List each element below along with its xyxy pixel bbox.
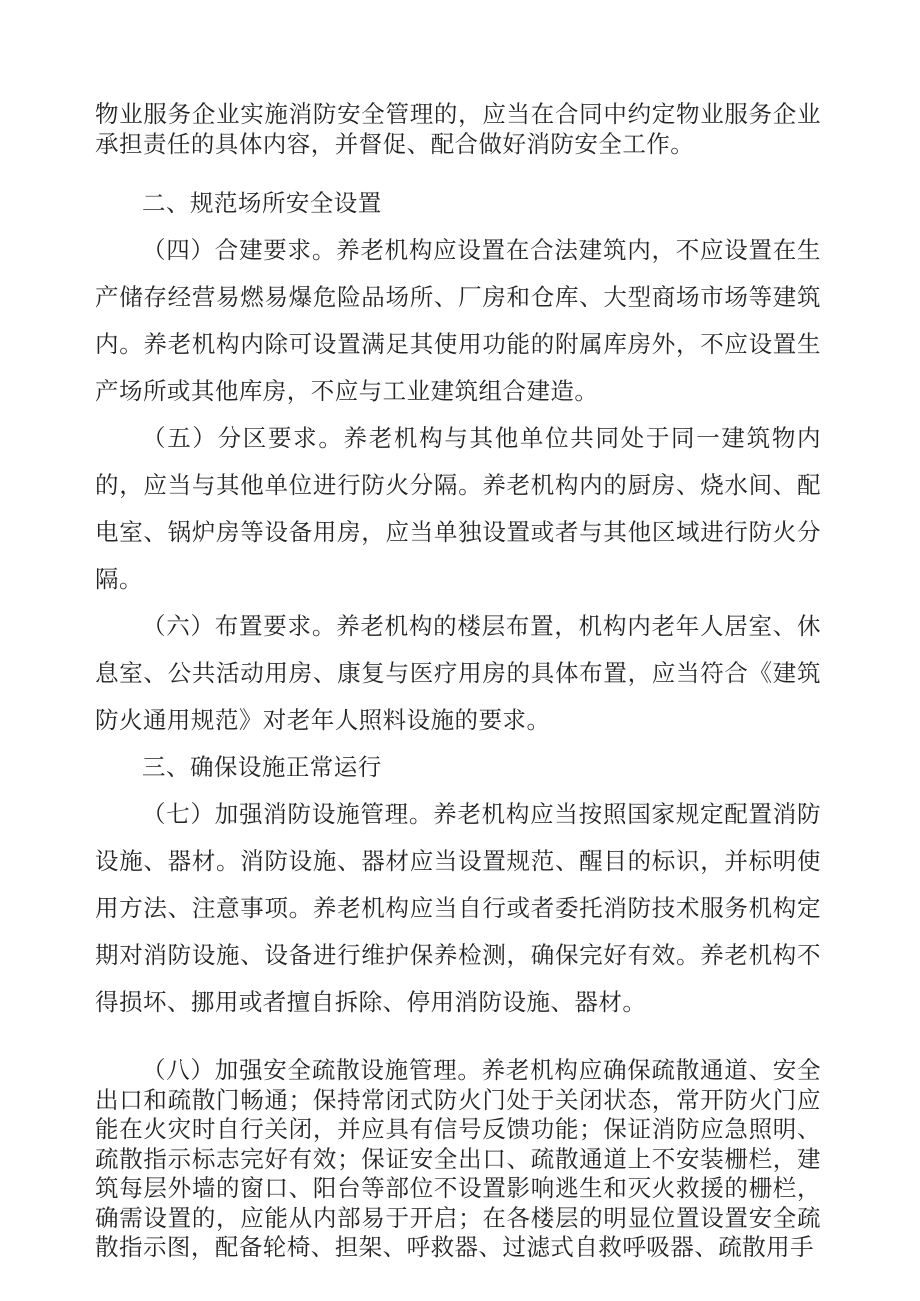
- document-text-body: [95, 100, 821, 1263]
- heading-section-three: 三、确保设施正常运行: [142, 753, 382, 781]
- paragraph-item-six: （六）布置要求。养老机构的楼层布置，机构内老年人居室、休息室、公共活动用房、康复与医疗用房的具体布置，应当符合《建筑防火通用规范》对老年人照料设施的要求。: [95, 612, 821, 734]
- paragraph-property-service-continued: 物业服务企业实施消防安全管理的，应当在合同中约定物业服务企业承担责任的具体内容，并督促、配合做好消防安全工作。: [95, 100, 821, 158]
- spacer: [95, 1026, 821, 1056]
- paragraph-item-five: （五）分区要求。养老机构与其他单位共同处于同一建筑物内的，应当与其他单位进行防火分隔。养老机构内的厨房、烧水间、配电室、锅炉房等设备用房，应当单独设置或者与其他区域进行防火分隔。: [95, 424, 821, 593]
- paragraph-item-eight: （八）加强安全疏散设施管理。养老机构应确保疏散通道、安全出口和疏散门畅通；保持常闭式防火门处于关闭状态，常开防火门应能在火灾时自行关闭，并应具有信号反馈功能；保证消防应急照明、疏散指示标志完好有效；保证安全出口、疏散通道上不安装栅栏，建筑每层外墙的窗口、阳台等部位不设置影响逃生和灭火救援的栅栏，确需设置的，应能从内部易于开启；在各楼层的明显位置设置安全疏散指示图，配备轮椅、担架、呼救器、过滤式自救呼吸器、疏散用手: [95, 1056, 821, 1261]
- paragraph-item-four: （四）合建要求。养老机构应设置在合法建筑内，不应设置在生产储存经营易燃易爆危险品场所、厂房和仓库、大型商场市场等建筑内。养老机构内除可设置满足其使用功能的附属库房外，不应设置生产场所或其他库房，不应与工业建筑组合建造。: [95, 236, 821, 405]
- spacer: [95, 159, 821, 180]
- paragraph-item-seven: （七）加强消防设施管理。养老机构应当按照国家规定配置消防设施、器材。消防设施、器材应当设置规范、醒目的标识，并标明使用方法、注意事项。养老机构应当自行或者委托消防技术服务机构定期对消防设施、设备进行维护保养检测，确保完好有效。养老机构不得损坏、挪用或者擅自拆除、停用消防设施、器材。: [95, 800, 821, 1016]
- heading-section-two: 二、规范场所安全设置: [142, 189, 382, 217]
